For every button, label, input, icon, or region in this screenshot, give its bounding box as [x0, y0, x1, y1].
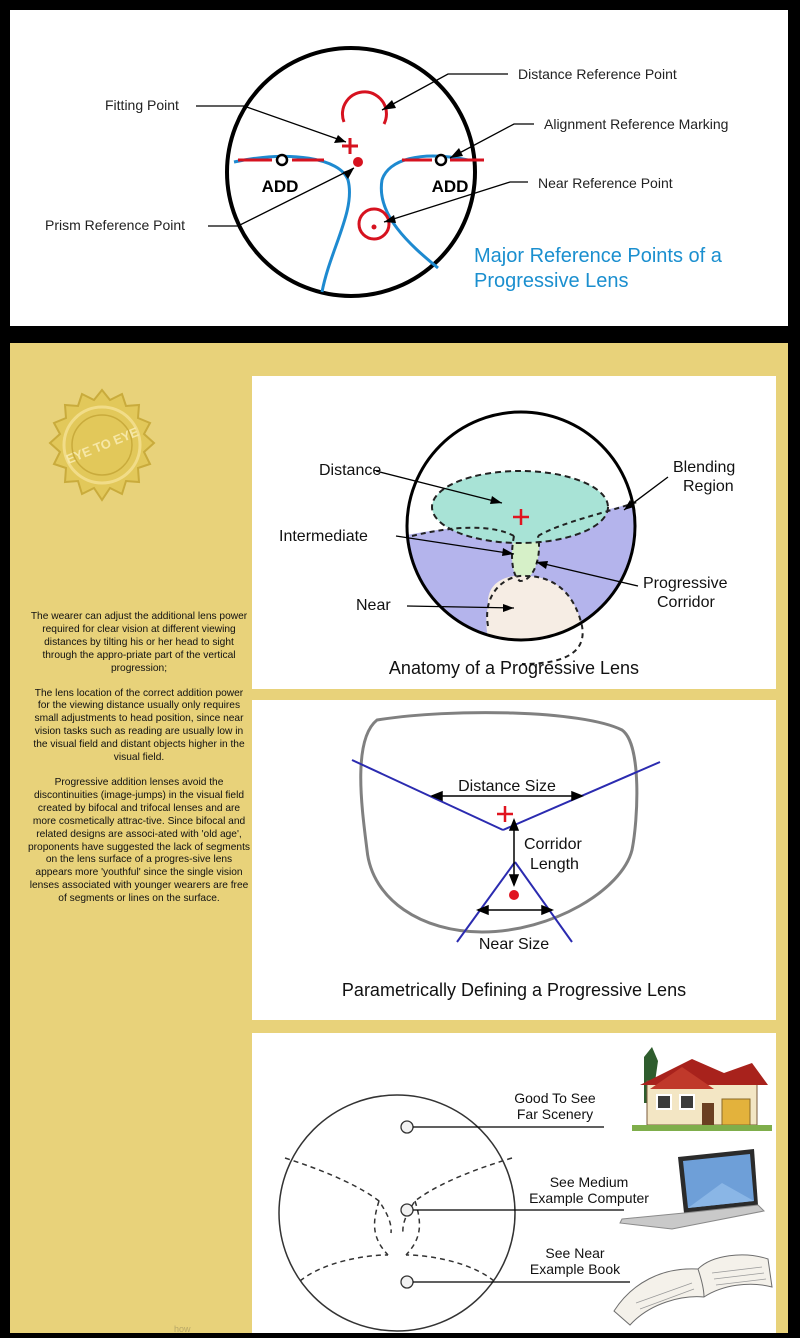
medium-label-1: See Medium — [549, 1174, 629, 1190]
parametric-card — [252, 700, 776, 1020]
description-paragraph-2: The lens location of the correct addition power for the viewing distance usually only requires small adjustments to head position, since near vision tasks such as reading are usually low in the visual field and distant objects higher in the visual field. — [33, 687, 245, 764]
prism-reference-dot — [353, 157, 363, 167]
right-alignment-circle — [436, 155, 446, 165]
prism-reference-point-label: Prism Reference Point — [45, 217, 186, 233]
corridor-label-2: Length — [530, 856, 579, 873]
progressive-label-2: Corridor — [657, 594, 715, 611]
fitting-point-label: Fitting Point — [105, 97, 179, 113]
near-zone-label-2: Example Book — [529, 1261, 621, 1277]
house-illustration — [632, 1047, 772, 1131]
param-dimension-arrows — [432, 792, 582, 914]
add-label-left: ADD — [261, 177, 299, 196]
zones-lens-outline — [279, 1095, 515, 1331]
add-label-right: ADD — [431, 177, 469, 196]
anatomy-card — [252, 376, 776, 689]
param-near-dot — [509, 890, 519, 900]
reference-points-diagram — [10, 10, 788, 326]
parametric-caption: Parametrically Defining a Progressive Lens — [341, 980, 687, 1000]
book-illustration — [614, 1255, 772, 1325]
param-lens-outline — [361, 713, 637, 932]
distance-label: Distance — [319, 462, 382, 479]
footer-fragment: how — [174, 1324, 191, 1334]
intermediate-label: Intermediate — [279, 528, 368, 545]
corridor-label-1: Corridor — [524, 836, 582, 853]
near-zone-label-1: See Near — [545, 1245, 605, 1261]
zone-points — [401, 1121, 413, 1288]
near-size-label: Near Size — [478, 936, 550, 953]
upper-boundary-dashes — [285, 1158, 512, 1233]
progressive-label-1: Progressive — [643, 575, 728, 592]
near-reference-dot — [372, 225, 377, 230]
caption-line-1: Major Reference Points of a — [474, 245, 722, 267]
medium-label-2: Example Computer — [529, 1190, 649, 1206]
distance-zone — [432, 471, 608, 543]
lower-boundary-dashes — [300, 1255, 494, 1281]
laptop-illustration — [620, 1149, 764, 1229]
side-description — [28, 611, 250, 918]
lens-info-section — [10, 343, 788, 1333]
caption-line-2: Progressive Lens — [474, 270, 629, 292]
param-fitting-cross — [497, 806, 513, 822]
viewing-zones-card — [252, 1033, 776, 1333]
distance-size-label: Distance Size — [458, 778, 556, 795]
eye-to-eye-stamp — [44, 388, 160, 504]
parametric-diagram — [252, 700, 776, 1020]
anatomy-diagram — [252, 376, 776, 689]
description-paragraph-3: Progressive addition lenses avoid the discontinuities (image-jumps) in the visual field created by bifocal and trifocal lenses and are more cosmetically attrac-tive. Since bifocal and related designs are associ-ated with 'old age', proponents have suggested the lack of segments on the lens surface of a progres-sive lens appears more 'youthful' since the single vision lenses associated with younger wearers are free of segments or lines on the surface. — [28, 776, 251, 905]
anatomy-caption: Anatomy of a Progressive Lens — [388, 658, 640, 678]
blending-label-2: Region — [683, 478, 734, 495]
blending-label-1: Blending — [673, 459, 736, 476]
far-label-2: Far Scenery — [516, 1106, 594, 1122]
alignment-reference-marking-label: Alignment Reference Marking — [544, 116, 729, 132]
distance-reference-point-label: Distance Reference Point — [518, 66, 677, 82]
reference-points-panel — [10, 10, 788, 326]
far-label-1: Good To See — [514, 1090, 596, 1106]
viewing-zones-diagram — [252, 1033, 776, 1333]
left-alignment-circle — [277, 155, 287, 165]
stamp-text: EYE TO EYE — [63, 424, 141, 467]
near-label: Near — [356, 597, 391, 614]
description-paragraph-1: The wearer can adjust the additional lens power required for clear vision at different viewing distances by tilting his or her head to sight through the appro-priate part of the vertical progression; — [30, 611, 248, 674]
near-reference-point-label: Near Reference Point — [538, 175, 673, 191]
